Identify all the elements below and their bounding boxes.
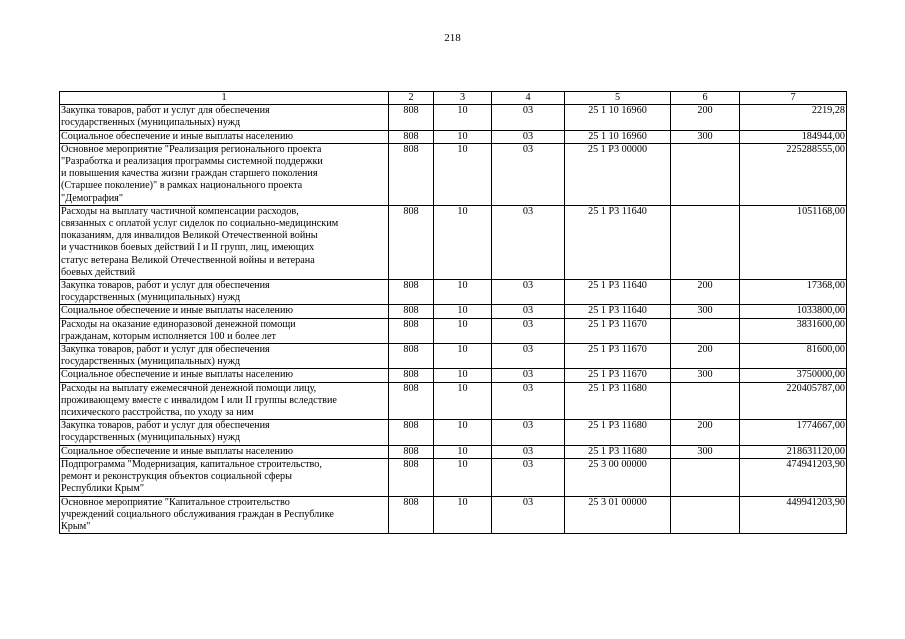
header-row: [60, 92, 847, 105]
cell-code-section: 10: [434, 369, 492, 382]
cell-amount: 474941203,90: [740, 458, 847, 496]
cell-name: Социальное обеспечение и иные выплаты населению: [60, 130, 389, 143]
cell-code-target: 25 3 00 00000: [565, 458, 671, 496]
column-header: 3: [434, 92, 492, 105]
cell-code-subsection: 03: [492, 318, 565, 343]
cell-code-expense-type: 200: [671, 420, 740, 445]
cell-code-expense-type: [671, 205, 740, 279]
table-row: [60, 205, 847, 279]
cell-name: Закупка товаров, работ и услуг для обеспечения государственных (муниципальных) нужд: [60, 280, 389, 305]
cell-code-ministry: 808: [389, 130, 434, 143]
cell-amount: 81600,00: [740, 344, 847, 369]
cell-code-section: 10: [434, 458, 492, 496]
cell-code-ministry: 808: [389, 143, 434, 205]
cell-code-section: 10: [434, 318, 492, 343]
cell-code-subsection: 03: [492, 369, 565, 382]
cell-code-subsection: 03: [492, 445, 565, 458]
cell-code-expense-type: [671, 318, 740, 343]
cell-amount: 17368,00: [740, 280, 847, 305]
cell-code-section: 10: [434, 496, 492, 534]
cell-code-subsection: 03: [492, 105, 565, 130]
cell-code-ministry: 808: [389, 445, 434, 458]
cell-code-expense-type: [671, 458, 740, 496]
cell-code-subsection: 03: [492, 130, 565, 143]
cell-code-subsection: 03: [492, 458, 565, 496]
cell-amount: 2219,28: [740, 105, 847, 130]
table-row: [60, 305, 847, 318]
cell-code-expense-type: 300: [671, 305, 740, 318]
cell-code-section: 10: [434, 143, 492, 205]
cell-name: Расходы на выплату частичной компенсации расходов, связанных с оплатой услуг сиделок по социально-медицинским показаниям, для инвалидов Великой Отечественной войны и участников боевых действий I и II групп, лиц, имеющих статус ветерана Великой Отечественной войны и ветерана боевых действий: [60, 205, 389, 279]
cell-code-ministry: 808: [389, 496, 434, 534]
cell-amount: 1051168,00: [740, 205, 847, 279]
cell-amount: 218631120,00: [740, 445, 847, 458]
cell-code-target: 25 1 P3 11670: [565, 344, 671, 369]
cell-code-target: 25 1 P3 11670: [565, 369, 671, 382]
cell-code-subsection: 03: [492, 420, 565, 445]
cell-amount: 1774667,00: [740, 420, 847, 445]
cell-code-target: 25 1 P3 11680: [565, 445, 671, 458]
cell-name: Подпрограмма "Модернизация, капитальное строительство, ремонт и реконструкция объектов социальной сферы Республики Крым": [60, 458, 389, 496]
cell-code-section: 10: [434, 205, 492, 279]
cell-code-section: 10: [434, 105, 492, 130]
table-row: [60, 420, 847, 445]
cell-code-target: 25 1 P3 11680: [565, 382, 671, 420]
table-row: [60, 143, 847, 205]
cell-code-section: 10: [434, 344, 492, 369]
cell-code-section: 10: [434, 445, 492, 458]
table-row: [60, 105, 847, 130]
cell-code-target: 25 1 P3 11680: [565, 420, 671, 445]
cell-code-expense-type: [671, 143, 740, 205]
cell-code-section: 10: [434, 420, 492, 445]
cell-name: Социальное обеспечение и иные выплаты населению: [60, 369, 389, 382]
cell-code-subsection: 03: [492, 496, 565, 534]
cell-amount: 3750000,00: [740, 369, 847, 382]
cell-name: Закупка товаров, работ и услуг для обеспечения государственных (муниципальных) нужд: [60, 105, 389, 130]
table-row: [60, 318, 847, 343]
cell-amount: 3831600,00: [740, 318, 847, 343]
cell-name: Расходы на оказание единоразовой денежной помощи гражданам, которым исполняется 100 и более лет: [60, 318, 389, 343]
cell-code-expense-type: [671, 496, 740, 534]
cell-code-expense-type: 300: [671, 369, 740, 382]
cell-name: Закупка товаров, работ и услуг для обеспечения государственных (муниципальных) нужд: [60, 344, 389, 369]
cell-code-expense-type: 300: [671, 445, 740, 458]
column-header: 2: [389, 92, 434, 105]
cell-code-target: 25 1 P3 11640: [565, 205, 671, 279]
cell-name: Расходы на выплату ежемесячной денежной помощи лицу, проживающему вместе с инвалидом I или II группы вследствие психического расстройства, по уходу за ним: [60, 382, 389, 420]
cell-code-subsection: 03: [492, 205, 565, 279]
table-row: [60, 458, 847, 496]
cell-code-target: 25 1 10 16960: [565, 130, 671, 143]
cell-amount: 220405787,00: [740, 382, 847, 420]
cell-code-subsection: 03: [492, 305, 565, 318]
cell-code-ministry: 808: [389, 280, 434, 305]
table-row: [60, 344, 847, 369]
cell-code-subsection: 03: [492, 382, 565, 420]
table-row: [60, 369, 847, 382]
table-row: [60, 496, 847, 534]
cell-code-ministry: 808: [389, 458, 434, 496]
cell-code-expense-type: 200: [671, 344, 740, 369]
cell-code-target: 25 1 P3 11670: [565, 318, 671, 343]
cell-code-ministry: 808: [389, 369, 434, 382]
cell-code-target: 25 1 10 16960: [565, 105, 671, 130]
cell-name: Закупка товаров, работ и услуг для обеспечения государственных (муниципальных) нужд: [60, 420, 389, 445]
table-row: [60, 280, 847, 305]
cell-code-ministry: 808: [389, 420, 434, 445]
cell-name: Основное мероприятие "Реализация регионального проекта "Разработка и реализация программы системной поддержки и повышения качества жизни граждан старшего поколения (Старшее поколение)" в рамках национального проекта "Демография": [60, 143, 389, 205]
table-row: [60, 382, 847, 420]
cell-code-section: 10: [434, 382, 492, 420]
cell-code-section: 10: [434, 305, 492, 318]
table-row: [60, 445, 847, 458]
cell-name: Социальное обеспечение и иные выплаты населению: [60, 445, 389, 458]
cell-code-expense-type: 200: [671, 280, 740, 305]
cell-code-subsection: 03: [492, 344, 565, 369]
cell-name: Основное мероприятие "Капитальное строительство учреждений социального обслуживания граждан в Республике Крым": [60, 496, 389, 534]
cell-code-expense-type: 200: [671, 105, 740, 130]
cell-code-target: 25 3 01 00000: [565, 496, 671, 534]
cell-code-target: 25 1 P3 11640: [565, 305, 671, 318]
table-row: [60, 130, 847, 143]
column-header: 1: [60, 92, 389, 105]
cell-code-ministry: 808: [389, 205, 434, 279]
cell-code-ministry: 808: [389, 344, 434, 369]
cell-code-target: 25 1 P3 00000: [565, 143, 671, 205]
cell-code-target: 25 1 P3 11640: [565, 280, 671, 305]
cell-name: Социальное обеспечение и иные выплаты населению: [60, 305, 389, 318]
cell-code-section: 10: [434, 130, 492, 143]
cell-amount: 225288555,00: [740, 143, 847, 205]
cell-code-ministry: 808: [389, 305, 434, 318]
column-header: 6: [671, 92, 740, 105]
column-header: 7: [740, 92, 847, 105]
cell-code-ministry: 808: [389, 318, 434, 343]
budget-table: [59, 91, 847, 534]
cell-code-expense-type: [671, 382, 740, 420]
cell-amount: 1033800,00: [740, 305, 847, 318]
column-header: 4: [492, 92, 565, 105]
cell-amount: 184944,00: [740, 130, 847, 143]
cell-code-ministry: 808: [389, 382, 434, 420]
column-header: 5: [565, 92, 671, 105]
cell-amount: 449941203,90: [740, 496, 847, 534]
cell-code-section: 10: [434, 280, 492, 305]
cell-code-expense-type: 300: [671, 130, 740, 143]
cell-code-ministry: 808: [389, 105, 434, 130]
cell-code-subsection: 03: [492, 143, 565, 205]
cell-code-subsection: 03: [492, 280, 565, 305]
page-number: 218: [444, 32, 461, 44]
